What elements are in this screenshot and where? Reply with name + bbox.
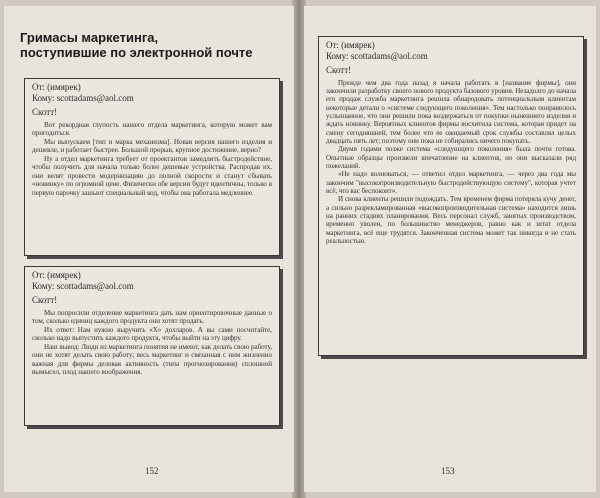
email-box-2 [24, 266, 280, 426]
email-box-1 [24, 78, 280, 256]
email-paragraph: И снова клиенты решили подождать. Тем временем фирма потеряла кучу денег, а сильно разрекламированная «высокопроизводительная система» находится лишь на ранних стадиях планирования. Весь персонал служб, занятых производством, временно уволен, по большинство менеджеров, равно как и штат отдела маркетинга, всё еще трудятся. Законченная система может так никогда и не стать реальностью. [326, 195, 576, 246]
email-paragraph: Прежде чем два года назад я начала работать в [название фирмы], они закончили разработку своего нового продукта базового уровня. Незадолго до начала его продаж служба маркетинга решила обнародовать потенциальным клиентам некоторые детали о «системе следующего поколения». Тем настолько понравилось услышанное, что они решили пока воздержаться от покупки нынешнего изделия и ждать новинку. Вероятных клиентов фирмы восхитила система, которая придет на смену сегодняшней, тем более что ее ожидаемый срок службы составлял целых двадцать пять лет; поэтому они пока не собирались ничего покупать. [326, 78, 576, 145]
email-from: От: (имярек) [326, 40, 375, 50]
email-from: От: (имярек) [32, 82, 81, 92]
email-paragraph: «Не надо волноваться, — ответил отдел маркетинга, — через два года мы закончим "высокопроизводительную быстродействующую систему", которая учтет всё, что вас беспокоит». [326, 170, 576, 195]
left-page [4, 6, 294, 492]
heading-line-2: поступившие по электронной почте [20, 45, 253, 60]
email-paragraph: Мы попросили отделение маркетинга дать нам ориентировочные данные о том, сколько единиц каждого продукта они хотят продать. [32, 308, 272, 326]
chapter-heading [20, 30, 280, 60]
email-paragraph: Вот рекордная глупость нашего отдела маркетинга, которую может вам пригодиться. [32, 120, 272, 138]
page-number-right: 153 [441, 466, 455, 476]
email-greeting: Скотт! [32, 107, 58, 117]
email-paragraph: Двумя годами позже система «следующего поколения» была почти готова. Опытные образцы произвели впечатление на клиентов, но они высказали ряд пожеланий. [326, 145, 576, 170]
email-box-3 [318, 36, 584, 356]
email-to: Кому: scottadams@aol.com [32, 92, 134, 103]
right-page [304, 6, 596, 492]
email-paragraph: Их ответ: Нам нужно выручить «X» долларов. А вы сами посчитайте, сколько надо выпустить каждого продукта, чтобы выйти на эту цифру. [32, 325, 272, 343]
page-number-left: 152 [145, 466, 159, 476]
heading-line-1: Гримасы маркетинга, [20, 30, 159, 45]
email-to: Кому: scottadams@aol.com [32, 280, 134, 291]
email-from: От: (имярек) [32, 270, 81, 280]
email-greeting: Скотт! [32, 295, 58, 305]
email-to: Кому: scottadams@aol.com [326, 50, 428, 61]
email-paragraph: Мы выпускаем [тип и марка механизма]. Новая версия нашего изделия и дешевле, и работает быстрее. Большой прорыв, крупное достижение, верно? [32, 137, 272, 155]
email-paragraph: Ну а отдел маркетинга требует от проектантов замедлить быстродействие, чтобы получить для начала только более дешевые устройства. Распродав их, они велят провести модернизацию до полной скорости и станут сбывать «новинку» по огромной цене. Физически обе версии будут идентичны, только в первую парочку зашьют специальный код, чтобы она работала медленнее. [32, 154, 272, 197]
email-greeting: Скотт! [326, 65, 352, 75]
email-paragraph: Наш вывод: Люди из маркетинга понятия не имеют, как делать свою работу, они не хотят делать свою работу; весь маркетинг и связанная с ним жизненно важная для фирмы деловая активность (типа прогнозирования) сплошной вымысел, плод нашего воображения. [32, 342, 272, 377]
